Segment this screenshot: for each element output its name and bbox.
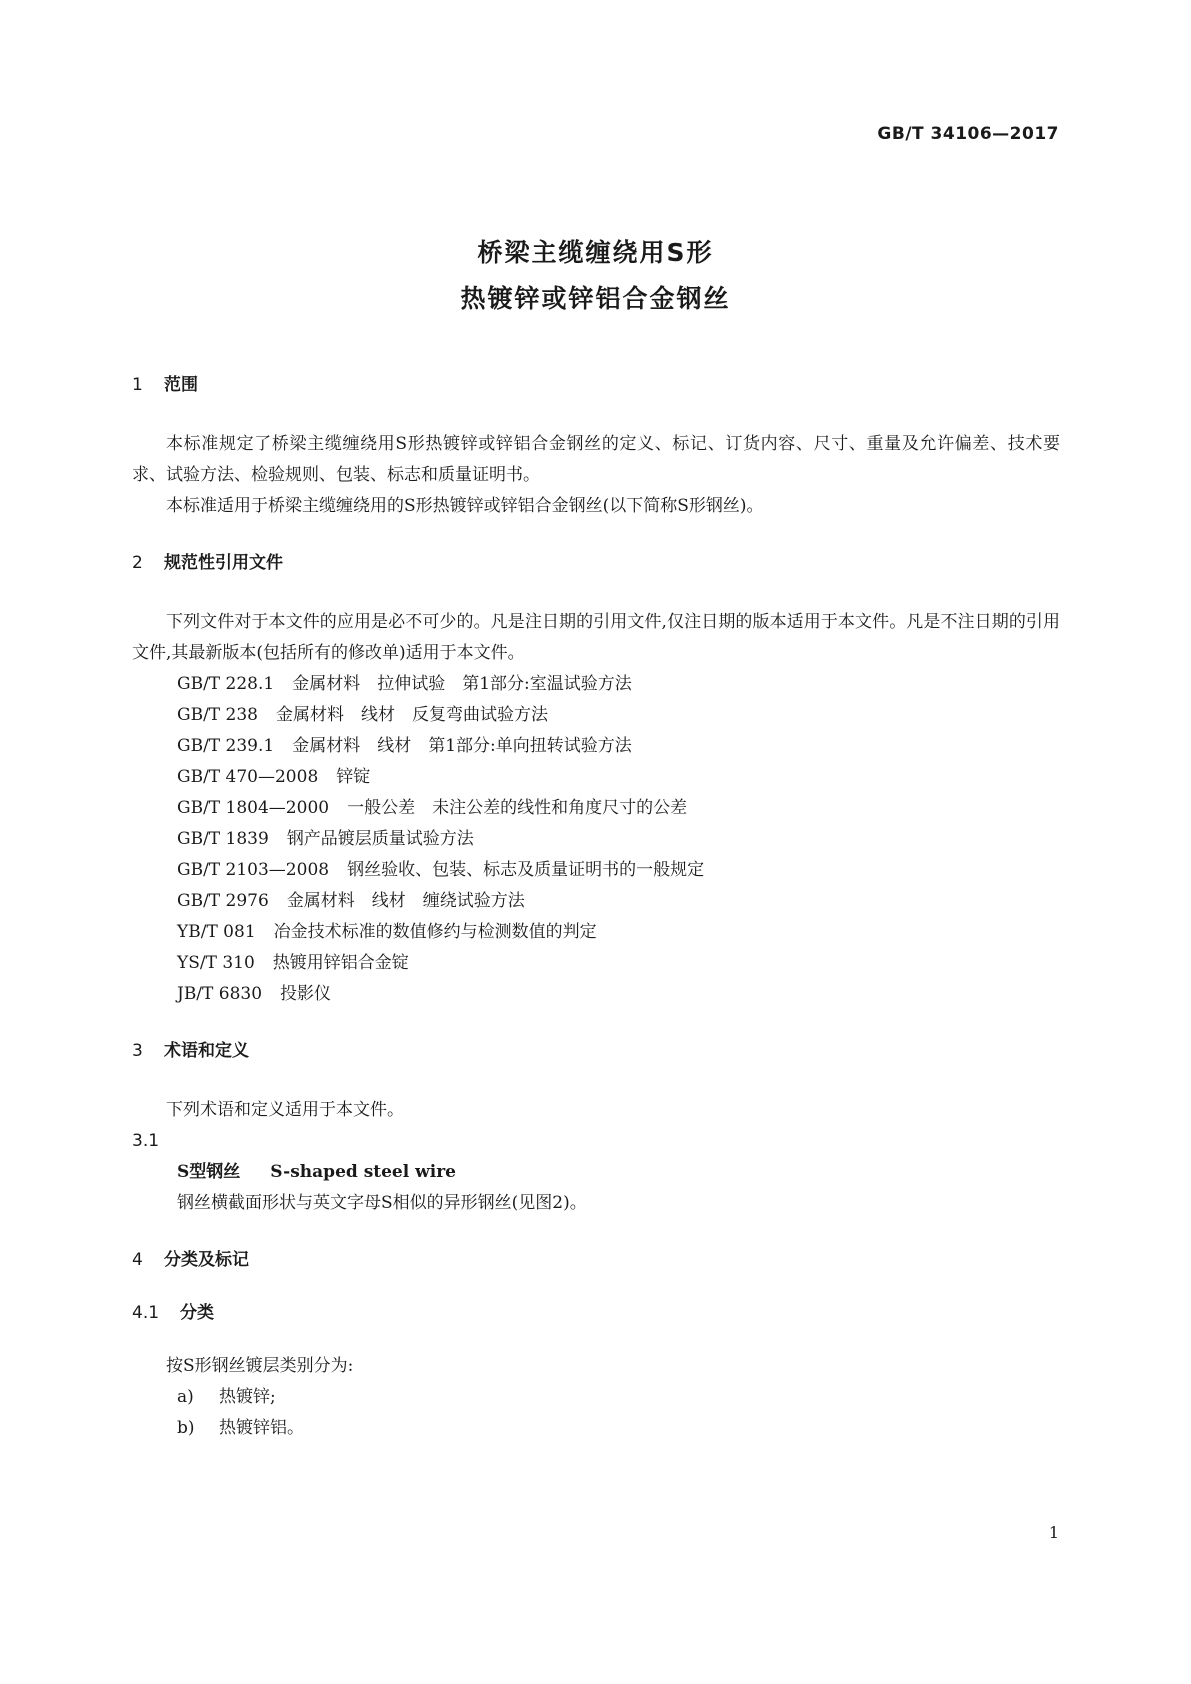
section-2-heading: 2 规范性引用文件 — [132, 553, 283, 573]
reference-item: GB/T 238 金属材料 线材 反复弯曲试验方法 — [177, 705, 548, 725]
clause-number: 3.1 — [132, 1131, 160, 1151]
reference-item: GB/T 228.1 金属材料 拉伸试验 第1部分:室温试验方法 — [177, 674, 632, 694]
reference-item: GB/T 1839 钢产品镀层质量试验方法 — [177, 829, 474, 849]
section-4-1-intro: 按S形钢丝镀层类别分为: — [166, 1356, 354, 1376]
standard-code: GB/T 34106—2017 — [877, 124, 1059, 144]
section-3-heading: 3 术语和定义 — [132, 1041, 249, 1061]
reference-item: JB/T 6830 投影仪 — [177, 984, 332, 1004]
term-en: S-shaped steel wire — [270, 1162, 456, 1182]
reference-item: YS/T 310 热镀用锌铝合金锭 — [177, 953, 409, 973]
term-entry — [132, 1157, 1060, 1188]
section-3-intro: 下列术语和定义适用于本文件。 — [166, 1100, 404, 1120]
list-item: a) 热镀锌; — [177, 1387, 276, 1407]
section-4-heading: 4 分类及标记 — [132, 1250, 249, 1270]
reference-item: GB/T 1804—2000 一般公差 未注公差的线性和角度尺寸的公差 — [177, 798, 688, 818]
section-1-paragraph: 本标准规定了桥梁主缆缠绕用S形热镀锌或锌铝合金钢丝的定义、标记、订货内容、尺寸、重量及允许偏差、技术要求、试验方法、检验规则、包装、标志和质量证明书。 — [132, 434, 1060, 485]
reference-list — [132, 669, 1060, 1010]
reference-item: GB/T 239.1 金属材料 线材 第1部分:单向扭转试验方法 — [177, 736, 632, 756]
section-2-intro: 下列文件对于本文件的应用是必不可少的。凡是注日期的引用文件,仅注日期的版本适用于本文件。凡是不注日期的引用文件,其最新版本(包括所有的修改单)适用于本文件。 — [132, 612, 1060, 663]
term-cn: S型钢丝 — [177, 1162, 241, 1182]
reference-item: GB/T 2103—2008 钢丝验收、包装、标志及质量证明书的一般规定 — [177, 860, 705, 880]
reference-item: GB/T 2976 金属材料 线材 缠绕试验方法 — [177, 891, 525, 911]
term-definition: 钢丝横截面形状与英文字母S相似的异形钢丝(见图2)。 — [177, 1193, 587, 1213]
section-4-1-heading: 4.1 分类 — [132, 1303, 214, 1323]
section-1-heading: 1 范围 — [132, 375, 198, 395]
reference-item: GB/T 470—2008 锌锭 — [177, 767, 371, 787]
page-number: 1 — [1048, 1523, 1059, 1542]
document-body — [132, 370, 1060, 1444]
document-title — [0, 230, 1191, 322]
reference-item: YB/T 081 冶金技术标准的数值修约与检测数值的判定 — [177, 922, 597, 942]
title-line-1: 桥梁主缆缠绕用S形 — [477, 238, 714, 267]
list-item: b) 热镀锌铝。 — [177, 1418, 304, 1438]
section-1-paragraph: 本标准适用于桥梁主缆缠绕用的S形热镀锌或锌铝合金钢丝(以下简称S形钢丝)。 — [166, 496, 764, 516]
title-line-2: 热镀锌或锌铝合金钢丝 — [460, 284, 731, 313]
